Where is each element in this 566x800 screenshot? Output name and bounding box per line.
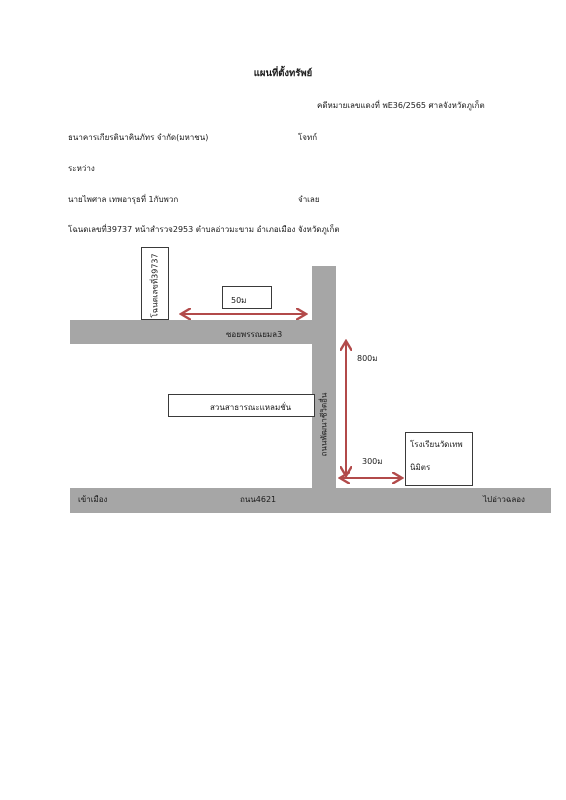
distance-soi-label: 50ม — [231, 296, 247, 305]
highway-name-label: ถนน4621 — [240, 495, 277, 504]
to-destination-label: ไปอ่าวฉลอง — [483, 495, 525, 504]
plaintiff-name: ธนาคารเกียรตินาคินภัทร จำกัด(มหาชน) — [68, 133, 209, 142]
main-road-name-label: ถนนพัฒนาชีวิตอื่น — [319, 392, 329, 457]
soi-name-label: ซอยพรรณยมล3 — [226, 330, 283, 339]
deed-description: โฉนดเลขที่39737 หน้าสำรวจ2953 ตำบลอ่าวมะขาม อำเภอเมือง จังหวัดภูเก็ต — [68, 225, 340, 234]
school-name-line1: โรงเรียนวัดเทพ — [410, 440, 463, 449]
case-number: คดีหมายเลขแดงที่ พE36/2565 ศาลจังหวัดภูเก็ต — [317, 101, 485, 110]
distance-school-label: 300ม — [362, 457, 383, 466]
between-label: ระหว่าง — [68, 164, 95, 173]
park-name-label: สวนสาธารณะแหลมชั่น — [210, 403, 292, 412]
defendant-role: จำเลย — [298, 195, 320, 204]
plaintiff-role: โจทก์ — [298, 133, 318, 142]
deed-plot-label: โฉนดเลขที่39737 — [150, 253, 160, 318]
document-title: แผนที่ตั้งทรัพย์ — [253, 68, 313, 79]
defendant-name: นายไพศาล เทพอารุธที่ 1กับพวก — [68, 195, 179, 204]
school-name-line2: นิมิตร — [410, 463, 431, 472]
to-town-label: เข้าเมือง — [78, 495, 108, 504]
distance-vertical-label: 800ม — [357, 354, 378, 363]
